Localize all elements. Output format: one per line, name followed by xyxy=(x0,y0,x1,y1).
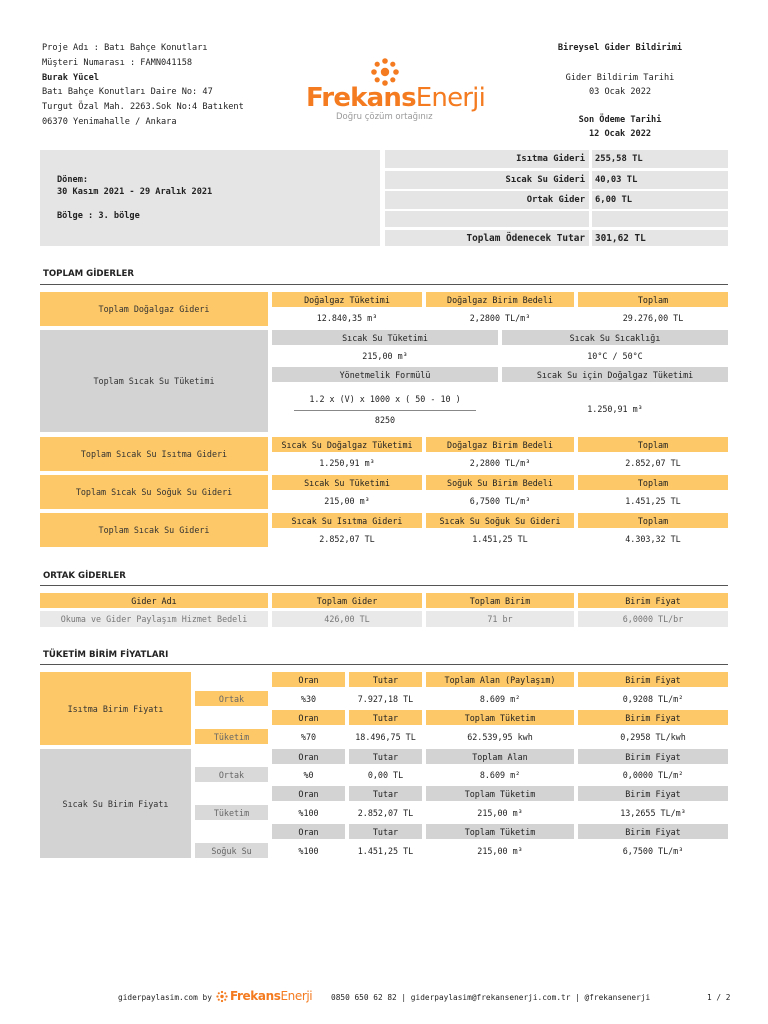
period-value: 30 Kasım 2021 - 29 Aralık 2021 xyxy=(57,187,213,197)
customer-info xyxy=(42,41,244,130)
table-header: Sıcak Su için Doğalgaz Tüketimi xyxy=(502,367,728,382)
table-cell: 2,2800 TL/m³ xyxy=(426,455,574,471)
table-cell: 18.496,75 TL xyxy=(349,729,422,744)
row-tag: Ortak xyxy=(195,691,268,706)
table-cell: 215,00 m³ xyxy=(426,805,574,820)
unit-prices-title: TÜKETİM BİRİM FİYATLARI xyxy=(43,650,169,660)
table-header: Soğuk Su Birim Bedeli xyxy=(426,475,574,490)
table-header: Toplam Tüketim xyxy=(426,824,574,839)
table-header: Sıcak Su Soğuk Su Gideri xyxy=(426,513,574,528)
period-label: Dönem: xyxy=(57,175,89,185)
table-header: Sıcak Su Sıcaklığı xyxy=(502,330,728,345)
table-cell: %100 xyxy=(272,805,345,820)
table-header: Sıcak Su Tüketimi xyxy=(272,330,498,345)
row-tag: Tüketim xyxy=(195,729,268,744)
address-line-3: 06370 Yenimahalle / Ankara xyxy=(42,116,177,127)
address-line-2: Turgut Özal Mah. 2263.Sok No:4 Batıkent xyxy=(42,102,244,113)
table-header: Tutar xyxy=(349,672,422,687)
total-due-label: Toplam Ödenecek Tutar xyxy=(385,230,589,246)
table-header: Birim Fiyat xyxy=(578,710,728,725)
table-cell: %70 xyxy=(272,729,345,744)
table-header: Birim Fiyat xyxy=(578,786,728,801)
common-cost-label: Ortak Gider xyxy=(385,191,589,209)
table-header: Tutar xyxy=(349,749,422,764)
table-cell: 8.609 m² xyxy=(426,691,574,706)
table-cell: 71 br xyxy=(426,611,574,627)
table-cell: 6,0000 TL/br xyxy=(578,611,728,627)
footer-contact: 0850 650 62 82 | giderpaylasim@frekansenerji.com.tr | @frekansenerji xyxy=(331,993,651,1002)
divider xyxy=(40,284,728,285)
table-header: Toplam xyxy=(578,513,728,528)
heating-cost-value: 255,58 TL xyxy=(592,150,728,168)
logo-wordmark: FrekansEnerji xyxy=(306,83,486,113)
page-number: 1 / 2 xyxy=(707,993,731,1002)
table-header: Toplam Alan (Paylaşım) xyxy=(426,672,574,687)
table-cell: 0,0000 TL/m² xyxy=(578,767,728,782)
table-header: Toplam Tüketim xyxy=(426,786,574,801)
table-header: Sıcak Su Tüketimi xyxy=(272,475,422,490)
total-hot-water-cost-label: Toplam Sıcak Su Gideri xyxy=(40,513,268,547)
table-header: Birim Fiyat xyxy=(578,672,728,687)
row-tag: Tüketim xyxy=(195,805,268,820)
table-header: Oran xyxy=(272,710,345,725)
table-cell: 0,00 TL xyxy=(349,767,422,782)
table-cell: 1.451,25 TL xyxy=(349,843,422,858)
table-header: Toplam xyxy=(578,437,728,452)
table-cell: 0,9208 TL/m² xyxy=(578,691,728,706)
hot-water-cold-water-cost-label: Toplam Sıcak Su Soğuk Su Gideri xyxy=(40,475,268,509)
gas-cost-label: Toplam Doğalgaz Gideri xyxy=(40,292,268,326)
summary-empty-label xyxy=(385,211,589,227)
table-cell: 2.852,07 TL xyxy=(272,531,422,547)
table-cell: 8.609 m² xyxy=(426,767,574,782)
table-cell: 6,7500 TL/m³ xyxy=(578,843,728,858)
common-costs-title: ORTAK GİDERLER xyxy=(43,571,126,581)
table-cell: 62.539,95 kwh xyxy=(426,729,574,744)
table-header: Gider Adı xyxy=(40,593,268,608)
period-box xyxy=(40,150,380,246)
table-header: Yönetmelik Formülü xyxy=(272,367,498,382)
table-header: Toplam Gider xyxy=(272,593,422,608)
formula-numerator: 1.2 x (V) x 1000 x ( 50 - 10 ) xyxy=(272,392,498,406)
notice-date-label: Gider Bildirim Tarihi xyxy=(565,72,675,83)
table-header: Tutar xyxy=(349,710,422,725)
table-cell: 0,2958 TL/kwh xyxy=(578,729,728,744)
total-costs-title: TOPLAM GİDERLER xyxy=(43,269,134,279)
table-cell: 12.840,35 m³ xyxy=(272,310,422,326)
formula-fraction-line xyxy=(294,410,476,411)
table-cell: 2.852,07 TL xyxy=(349,805,422,820)
region-label: Bölge : 3. bölge xyxy=(57,211,140,221)
table-cell: 1.451,25 TL xyxy=(578,493,728,509)
table-header: Doğalgaz Birim Bedeli xyxy=(426,437,574,452)
table-header: Birim Fiyat xyxy=(578,593,728,608)
divider xyxy=(40,585,728,586)
table-header: Toplam xyxy=(578,292,728,307)
total-due-value: 301,62 TL xyxy=(592,230,728,246)
table-header: Doğalgaz Tüketimi xyxy=(272,292,422,307)
table-header: Oran xyxy=(272,824,345,839)
hot-water-heating-cost-label: Toplam Sıcak Su Isıtma Gideri xyxy=(40,437,268,471)
company-logo xyxy=(306,57,486,127)
heating-unit-price-label: Isıtma Birim Fiyatı xyxy=(40,672,191,745)
notice-date-value: 03 Ocak 2022 xyxy=(588,87,652,97)
table-header: Sıcak Su Isıtma Gideri xyxy=(272,513,422,528)
due-date-value: 12 Ocak 2022 xyxy=(588,129,652,139)
table-header: Toplam Alan xyxy=(426,749,574,764)
table-cell: 29.276,00 TL xyxy=(578,310,728,326)
table-header: Sıcak Su Doğalgaz Tüketimi xyxy=(272,437,422,452)
table-header: Oran xyxy=(272,672,345,687)
table-cell: 2.852,07 TL xyxy=(578,455,728,471)
divider xyxy=(40,664,728,665)
hot-water-cost-label: Sıcak Su Gideri xyxy=(385,171,589,189)
table-cell: 1.451,25 TL xyxy=(426,531,574,547)
address-line-1: Batı Bahçe Konutları Daire No: 47 xyxy=(42,87,213,98)
table-cell: 215,00 m³ xyxy=(272,348,498,364)
footer-logo: FrekansEnerji xyxy=(230,989,313,1003)
table-cell: 2,2800 TL/m³ xyxy=(426,310,574,326)
table-cell: 7.927,18 TL xyxy=(349,691,422,706)
table-cell: 1.250,91 m³ xyxy=(272,455,422,471)
footer-site: giderpaylasim.com by xyxy=(118,993,212,1002)
table-cell: 10°C / 50°C xyxy=(502,348,728,364)
document-title: Bireysel Gider Bildirimi xyxy=(557,43,683,53)
logo-tagline: Doğru çözüm ortağınız xyxy=(336,112,433,122)
customer-name: Burak Yücel xyxy=(42,72,99,83)
table-cell: 215,00 m³ xyxy=(426,843,574,858)
heating-cost-label: Isıtma Gideri xyxy=(385,150,589,168)
table-header: Tutar xyxy=(349,824,422,839)
common-cost-value: 6,00 TL xyxy=(592,191,728,209)
table-header: Birim Fiyat xyxy=(578,749,728,764)
table-cell: 13,2655 TL/m³ xyxy=(578,805,728,820)
table-header: Toplam xyxy=(578,475,728,490)
sun-icon xyxy=(215,990,229,1003)
hot-water-cost-value: 40,03 TL xyxy=(592,171,728,189)
row-tag: Soğuk Su xyxy=(195,843,268,858)
table-cell: %30 xyxy=(272,691,345,706)
hot-water-consumption-label: Toplam Sıcak Su Tüketimi xyxy=(40,330,268,432)
hot-water-unit-price-label: Sıcak Su Birim Fiyatı xyxy=(40,749,191,858)
table-cell: 1.250,91 m³ xyxy=(502,400,728,418)
table-cell: %100 xyxy=(272,843,345,858)
table-cell: %0 xyxy=(272,767,345,782)
table-cell: Okuma ve Gider Paylaşım Hizmet Bedeli xyxy=(40,611,268,627)
formula-denominator: 8250 xyxy=(272,413,498,427)
table-cell: 426,00 TL xyxy=(272,611,422,627)
table-cell: 215,00 m³ xyxy=(272,493,422,509)
table-cell: 6,7500 TL/m³ xyxy=(426,493,574,509)
table-header: Doğalgaz Birim Bedeli xyxy=(426,292,574,307)
table-header: Tutar xyxy=(349,786,422,801)
due-date-label: Son Ödeme Tarihi xyxy=(578,114,662,125)
summary-empty-value xyxy=(592,211,728,227)
row-tag: Ortak xyxy=(195,767,268,782)
table-cell: 4.303,32 TL xyxy=(578,531,728,547)
project-name: Proje Adı : Batı Bahçe Konutları xyxy=(42,43,208,53)
table-header: Toplam Birim xyxy=(426,593,574,608)
table-header: Birim Fiyat xyxy=(578,824,728,839)
table-header: Oran xyxy=(272,786,345,801)
document-info xyxy=(520,41,720,142)
table-header: Oran xyxy=(272,749,345,764)
customer-number: Müşteri Numarası : FAMN041158 xyxy=(42,57,193,68)
table-header: Toplam Tüketim xyxy=(426,710,574,725)
